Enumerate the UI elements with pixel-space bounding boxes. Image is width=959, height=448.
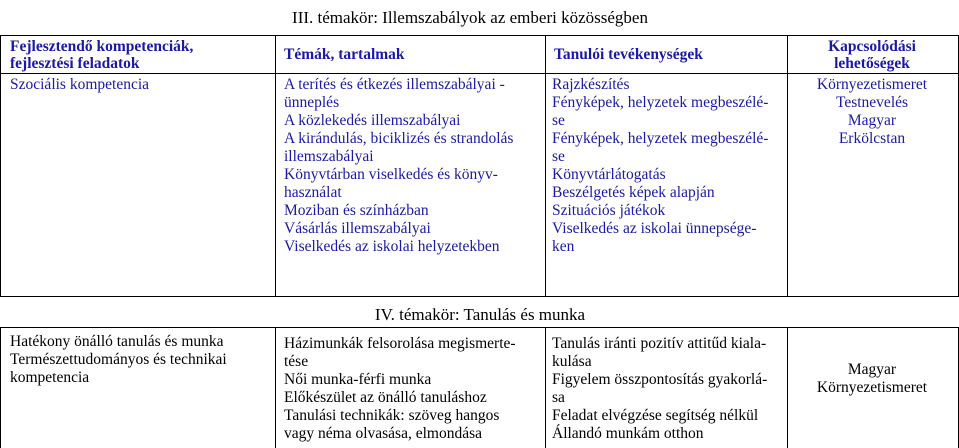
table2-top-border bbox=[0, 327, 959, 328]
list-item: Hatékony önálló tanulás és munka bbox=[10, 333, 224, 350]
list-item: Figyelem összpontosítás gyakorlá- bbox=[552, 371, 768, 388]
list-item: Fényképek, helyzetek megbeszélé- bbox=[552, 94, 769, 111]
list-item: Tanulás iránti pozitív attitűd kiala- bbox=[552, 335, 767, 352]
list-item: A közlekedés illemszabályai bbox=[284, 112, 461, 129]
section2-title: IV. témakör: Tanulás és munka bbox=[374, 305, 586, 324]
list-item: használat bbox=[284, 184, 342, 201]
list-item: Magyar bbox=[847, 361, 897, 378]
table1-col-divider-2 bbox=[545, 35, 546, 297]
list-item: Rajzkészítés bbox=[552, 76, 630, 93]
table2-col-divider-3 bbox=[787, 327, 788, 448]
section1-competence: Szociális kompetencia bbox=[10, 76, 150, 93]
list-item: A terítés és étkezés illemszabályai - bbox=[284, 76, 505, 93]
list-item: ken bbox=[552, 238, 575, 255]
table2-col-divider-1 bbox=[275, 327, 276, 448]
table1-col-divider-3 bbox=[787, 35, 788, 297]
header-topics: Témák, tartalmak bbox=[284, 46, 405, 63]
list-item: Magyar bbox=[847, 112, 897, 129]
list-item: Tanulási technikák: szöveg hangos bbox=[284, 407, 500, 424]
list-item: Női munka-férfi munka bbox=[284, 371, 432, 388]
table1-header-divider bbox=[0, 73, 959, 74]
header-connections-line2: lehetőségek bbox=[834, 55, 910, 72]
section1-title: III. témakör: Illemszabályok az emberi közösségben bbox=[292, 8, 648, 27]
list-item: Erkölcstan bbox=[838, 130, 906, 147]
table2-col-divider-2 bbox=[545, 327, 546, 448]
header-activities: Tanulói tevékenységek bbox=[554, 46, 703, 63]
list-item: vagy néma olvasása, elmondása bbox=[284, 425, 482, 442]
list-item: Viselkedés az iskolai helyzetekben bbox=[284, 238, 500, 255]
list-item: Természettudományos és technikai bbox=[10, 351, 227, 368]
list-item: Házimunkák felsorolása megismerte- bbox=[284, 335, 516, 352]
list-item: Vásárlás illemszabályai bbox=[284, 220, 431, 237]
list-item: A kirándulás, biciklizés és strandolás bbox=[284, 130, 514, 147]
list-item: Feladat elvégzése segítség nélkül bbox=[552, 407, 759, 424]
list-item: Könyvtárlátogatás bbox=[552, 166, 666, 183]
list-item: se bbox=[552, 148, 565, 165]
list-item: Viselkedés az iskolai ünnepsége- bbox=[552, 220, 757, 237]
list-item: tése bbox=[284, 353, 309, 370]
list-item: Állandó munkám otthon bbox=[552, 425, 704, 442]
header-competencies-line2: fejlesztési feladatok bbox=[10, 55, 140, 72]
list-item: se bbox=[552, 112, 565, 129]
list-item: Moziban és színházban bbox=[284, 202, 429, 219]
list-item: Könyvtárban viselkedés és könyv- bbox=[284, 166, 498, 183]
list-item: Környezetismeret bbox=[816, 76, 928, 93]
list-item: kompetencia bbox=[10, 369, 90, 386]
table2-left-border bbox=[0, 327, 1, 448]
list-item: ünneplés bbox=[284, 94, 340, 111]
list-item: Fényképek, helyzetek megbeszélé- bbox=[552, 130, 769, 147]
list-item: Környezetismeret bbox=[816, 379, 928, 396]
header-connections-line1: Kapcsolódási bbox=[828, 38, 916, 55]
table1-bottom-border bbox=[0, 296, 959, 297]
list-item: Testnevelés bbox=[835, 94, 909, 111]
list-item: sa bbox=[552, 389, 565, 406]
table1-left-border bbox=[0, 35, 1, 297]
list-item: Előkészület az önálló tanuláshoz bbox=[284, 389, 487, 406]
table1-col-divider-1 bbox=[275, 35, 276, 297]
list-item: kulása bbox=[552, 353, 592, 370]
header-competencies-line1: Fejlesztendő kompetenciák, bbox=[10, 38, 194, 55]
list-item: Beszélgetés képek alapján bbox=[552, 184, 715, 201]
list-item: illemszabályai bbox=[284, 148, 374, 165]
table1-top-border bbox=[0, 35, 959, 36]
list-item: Szituációs játékok bbox=[552, 202, 666, 219]
